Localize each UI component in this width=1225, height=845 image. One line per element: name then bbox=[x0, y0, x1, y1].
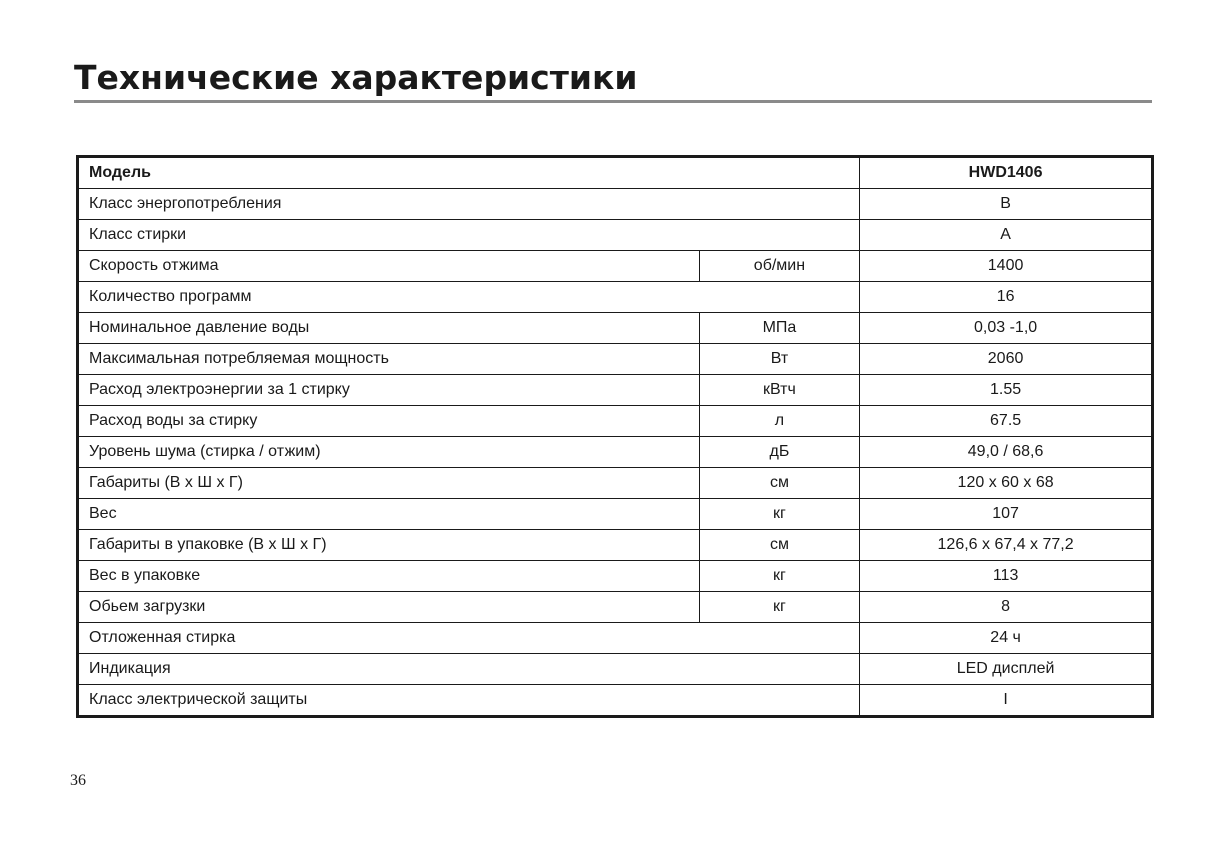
spec-param: Обьем загрузки bbox=[78, 592, 700, 623]
spec-value: 113 bbox=[860, 561, 1153, 592]
table-row bbox=[78, 282, 1153, 313]
table-row bbox=[78, 685, 1153, 717]
spec-value: 2060 bbox=[860, 344, 1153, 375]
spec-value: 0,03 -1,0 bbox=[860, 313, 1153, 344]
spec-param: Расход воды за стирку bbox=[78, 406, 700, 437]
spec-table bbox=[76, 155, 1154, 718]
spec-value: 8 bbox=[860, 592, 1153, 623]
spec-value: A bbox=[860, 220, 1153, 251]
table-row bbox=[78, 499, 1153, 530]
spec-value: B bbox=[860, 189, 1153, 220]
spec-param: Индикация bbox=[78, 654, 860, 685]
spec-value: I bbox=[860, 685, 1153, 717]
spec-unit: см bbox=[699, 530, 859, 561]
spec-unit: кг bbox=[699, 592, 859, 623]
page-title: Технические характеристики bbox=[74, 58, 638, 97]
spec-param: Скорость отжима bbox=[78, 251, 700, 282]
spec-param: Количество программ bbox=[78, 282, 860, 313]
table-row bbox=[78, 468, 1153, 499]
spec-param: Вес bbox=[78, 499, 700, 530]
spec-value: 16 bbox=[860, 282, 1153, 313]
table-header-row bbox=[78, 157, 1153, 189]
spec-param: Уровень шума (стирка / отжим) bbox=[78, 437, 700, 468]
spec-value: 24 ч bbox=[860, 623, 1153, 654]
spec-unit: л bbox=[699, 406, 859, 437]
table-row bbox=[78, 592, 1153, 623]
spec-param: Номинальное давление воды bbox=[78, 313, 700, 344]
spec-value: 126,6 x 67,4 x 77,2 bbox=[860, 530, 1153, 561]
table-row bbox=[78, 344, 1153, 375]
table-row bbox=[78, 220, 1153, 251]
header-model-value: HWD1406 bbox=[860, 157, 1153, 189]
spec-param: Отложенная стирка bbox=[78, 623, 860, 654]
spec-param: Вес в упаковке bbox=[78, 561, 700, 592]
spec-param: Класс энергопотребления bbox=[78, 189, 860, 220]
table-row bbox=[78, 406, 1153, 437]
page-number: 36 bbox=[70, 772, 86, 789]
spec-param: Максимальная потребляемая мощность bbox=[78, 344, 700, 375]
table-row bbox=[78, 251, 1153, 282]
spec-unit: кг bbox=[699, 499, 859, 530]
spec-value: 1400 bbox=[860, 251, 1153, 282]
spec-unit: см bbox=[699, 468, 859, 499]
spec-unit: МПа bbox=[699, 313, 859, 344]
table-row bbox=[78, 375, 1153, 406]
spec-param: Класс электрической защиты bbox=[78, 685, 860, 717]
spec-value: 120 x 60 x 68 bbox=[860, 468, 1153, 499]
spec-param: Габариты в упаковке (В x Ш x Г) bbox=[78, 530, 700, 561]
spec-unit: Вт bbox=[699, 344, 859, 375]
header-model-label: Модель bbox=[78, 157, 860, 189]
spec-value: 1.55 bbox=[860, 375, 1153, 406]
spec-param: Класс стирки bbox=[78, 220, 860, 251]
spec-value: LED дисплей bbox=[860, 654, 1153, 685]
title-divider bbox=[74, 100, 1152, 103]
table-row bbox=[78, 654, 1153, 685]
spec-value: 107 bbox=[860, 499, 1153, 530]
spec-value: 49,0 / 68,6 bbox=[860, 437, 1153, 468]
table-row bbox=[78, 561, 1153, 592]
table-row bbox=[78, 530, 1153, 561]
spec-unit: кВтч bbox=[699, 375, 859, 406]
spec-unit: об/мин bbox=[699, 251, 859, 282]
spec-unit: дБ bbox=[699, 437, 859, 468]
table-row bbox=[78, 437, 1153, 468]
spec-value: 67.5 bbox=[860, 406, 1153, 437]
spec-unit: кг bbox=[699, 561, 859, 592]
table-row bbox=[78, 623, 1153, 654]
spec-param: Расход электроэнергии за 1 стирку bbox=[78, 375, 700, 406]
table-row bbox=[78, 189, 1153, 220]
table-row bbox=[78, 313, 1153, 344]
spec-param: Габариты (В x Ш x Г) bbox=[78, 468, 700, 499]
